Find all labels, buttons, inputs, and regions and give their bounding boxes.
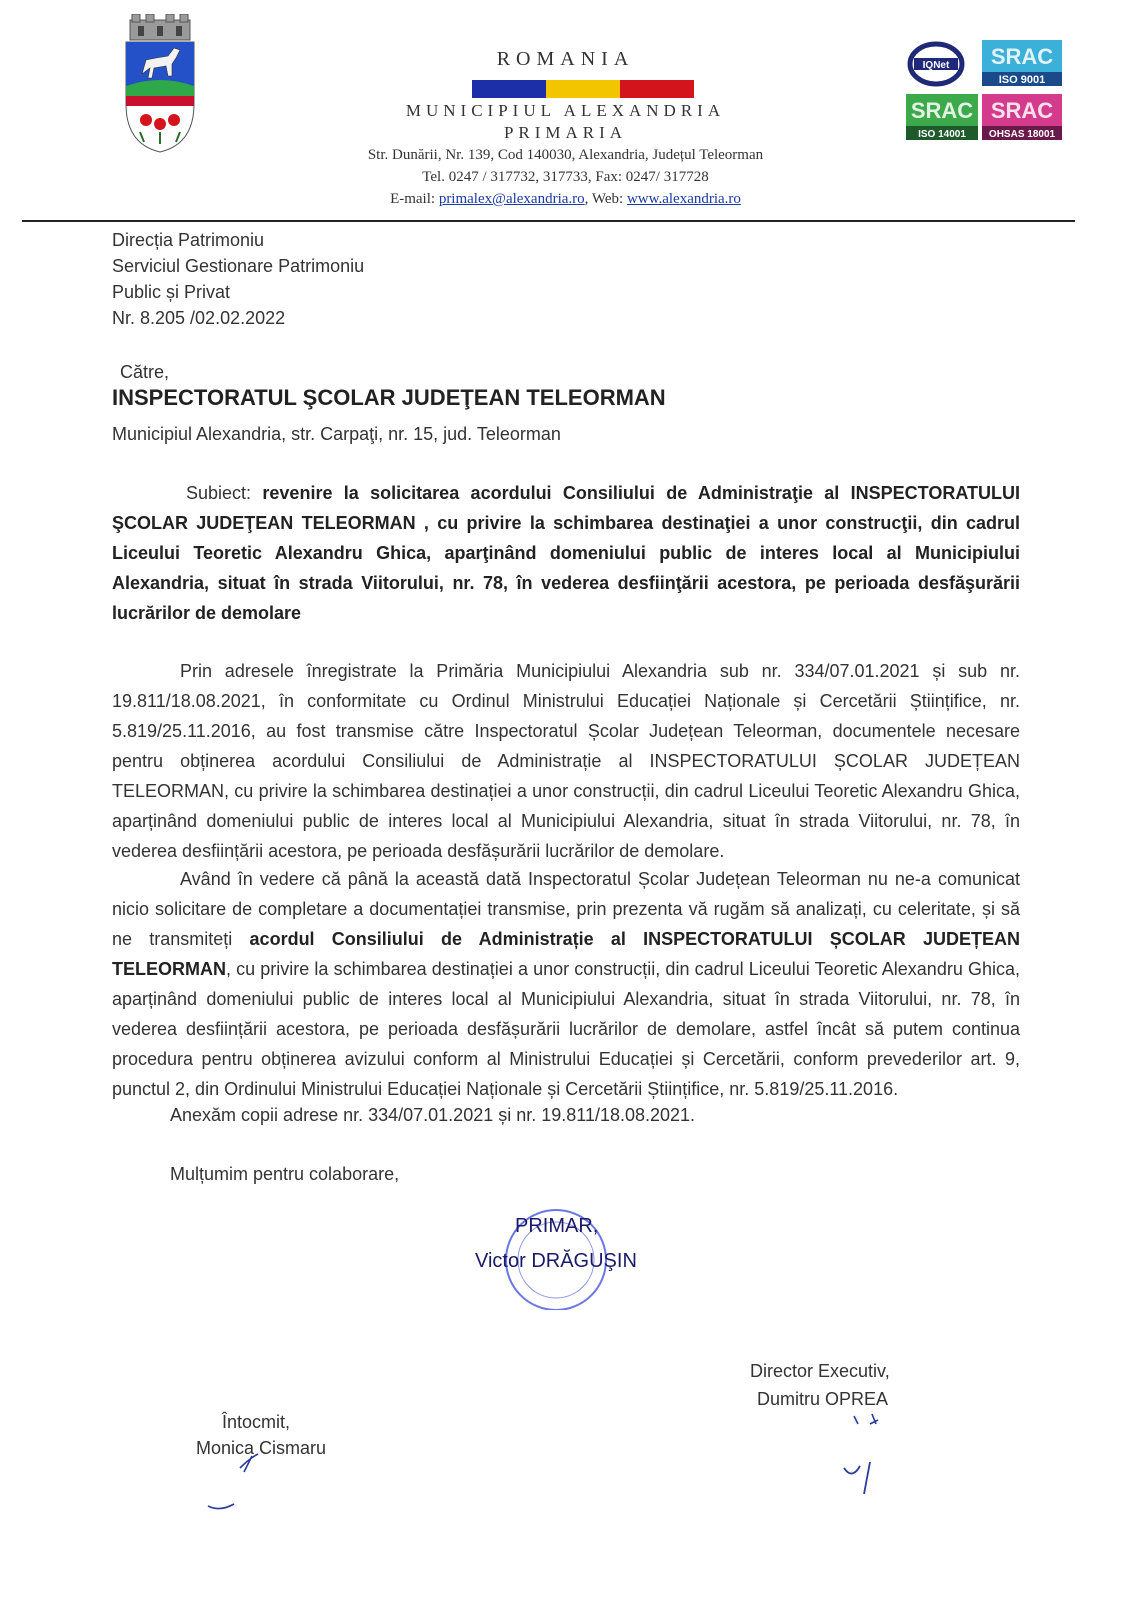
sender-service-cont: Public și Privat (112, 282, 231, 302)
svg-text:IQNet: IQNet (922, 60, 950, 71)
certification-logos (906, 38, 1066, 142)
director-title: Director Executiv, (750, 1361, 890, 1381)
recipient-address: Municipiul Alexandria, str. Carpaţi, nr. 15, jud. Teleorman (112, 424, 561, 444)
recipient-to: Către, (120, 362, 170, 382)
header-municipality: MUNICIPIUL ALEXANDRIA (405, 101, 726, 120)
srac-ohsas18001-logo-icon (982, 94, 1062, 140)
svg-text:ISO 14001: ISO 14001 (918, 129, 966, 140)
header-divider (22, 220, 1075, 222)
author-title: Întocmit, (222, 1412, 291, 1432)
sender-block (112, 227, 364, 331)
header-country: ROMANIA (496, 48, 635, 70)
body-paragraph-2: Având în vedere că până la această dată Inspectoratul Școlar Județean Teleorman nu ne-a comunicat nicio solicitare de completare a documentației transmise, prin prezenta vă rugăm să analizați, cu celeritate, și să ne transmiteți acordul Consiliului de Administrație al INSPECTORATULUI ȘCOLAR JUDEȚEAN TELEORMAN, cu privire la schimbarea destinației a unor construcții, din cadrul Liceului Teoretic Alexandru Ghica, aparținând domeniului public de interes local al Municipiului Alexandria, situat în strada Viitorului, nr. 78, în vederea desființării acestora, pe perioada desfășurării lucrărilor de demolare, astfel încât să putem continua procedura pentru obținerea avizului conform al Ministrului Educației și Cercetării, conform prevederilor art. 9, punctul 2, din Ordinului Ministrului Educației Naționale și Cercetării Științifice, nr. 5.819/25.11.2016. (112, 869, 1020, 1099)
sender-service: Serviciul Gestionare Patrimoniu (112, 256, 365, 276)
mayor-title: PRIMAR, (515, 1215, 599, 1237)
subject-text: revenire la solicitarea acordului Consiliului de Administraţie al INSPECTORATULUI ŞCOLAR JUDEŢEAN TELEORMAN , cu privire la schimbarea destinaţiei a unor construcţii, din cadrul Liceului Teoretic Alexandru Ghica, aparţinând domeniului public de interes local al Municipiului Alexandria, situat în strada Viitorului, nr. 78, în vederea desfiinţării acestora, pe perioada desfăşurării lucrărilor de demolare (112, 483, 1020, 623)
header-address: Str. Dunării, Nr. 139, Cod 140030, Alexandria, Județul Teleorman (367, 147, 764, 163)
annex-line: Anexăm copii adrese nr. 334/07.01.2021 și nr. 19.811/18.08.2021. (170, 1105, 696, 1125)
sender-department: Direcția Patrimoniu (112, 230, 265, 250)
svg-text:OHSAS 18001: OHSAS 18001 (988, 129, 1056, 140)
mayor-name: Victor DRĂGUŞIN (475, 1250, 637, 1272)
director-name: Dumitru OPREA (757, 1389, 889, 1409)
header-phone: Tel. 0247 / 317732, 317733, Fax: 0247/ 317728 (422, 169, 709, 185)
romanian-flag-bar (472, 80, 694, 98)
email-link[interactable]: primalex@alexandria.ro (438, 191, 585, 207)
srac-iso9001-logo-icon (982, 40, 1062, 86)
author-signature (200, 1450, 270, 1530)
srac-iso14001-logo-icon (906, 94, 978, 140)
body-paragraph-2-bold: acordul Consiliului de Administrație al INSPECTORATULUI ȘCOLAR JUDEȚEAN TELEORMAN (112, 929, 1020, 979)
web-label: Web: (591, 191, 624, 207)
svg-text:SRAC: SRAC (910, 98, 974, 123)
header-contact: E-mail: primalex@alexandria.ro, Web: www.alexandria.ro (390, 191, 741, 207)
header-institution: PRIMARIA (503, 123, 628, 142)
author-name: Monica Cismaru (196, 1438, 327, 1458)
document-number: Nr. 8.205 /02.02.2022 (112, 308, 286, 328)
svg-text:SRAC: SRAC (990, 44, 1054, 69)
subject-paragraph (112, 478, 1020, 628)
svg-text:SRAC: SRAC (990, 98, 1054, 123)
thanks-line: Mulțumim pentru colaborare, (170, 1164, 400, 1184)
recipient-name: INSPECTORATUL ŞCOLAR JUDEŢEAN TELEORMAN (112, 385, 666, 410)
web-link[interactable]: www.alexandria.ro (626, 191, 741, 207)
director-signature (840, 1410, 900, 1500)
iqnet-logo-icon (910, 44, 962, 84)
email-label: E-mail: (390, 191, 436, 207)
subject-label: Subiect: (186, 483, 252, 503)
body-paragraph-1: Prin adresele înregistrate la Primăria Municipiului Alexandria sub nr. 334/07.01.2021 și sub nr. 19.811/18.08.2021, în conformitate cu Ordinul Ministrului Educației Naționale și Cercetării Științifice, nr. 5.819/25.11.2016, au fost transmise către Inspectoratul Școlar Județean Teleorman, documentele necesare pentru obținerea acordului Consiliului de Administrație al INSPECTORATULUI ȘCOLAR JUDEȚEAN TELEORMAN, cu privire la schimbarea destinației a unor construcții, din cadrul Liceului Teoretic Alexandru Ghica, aparținând domeniului public de interes local al Municipiului Alexandria, situat în strada Viitorului, nr. 78, în vederea desființării acestora, pe perioada desfășurării lucrărilor de demolare. (112, 661, 1020, 861)
svg-text:ISO 9001: ISO 9001 (998, 74, 1046, 86)
